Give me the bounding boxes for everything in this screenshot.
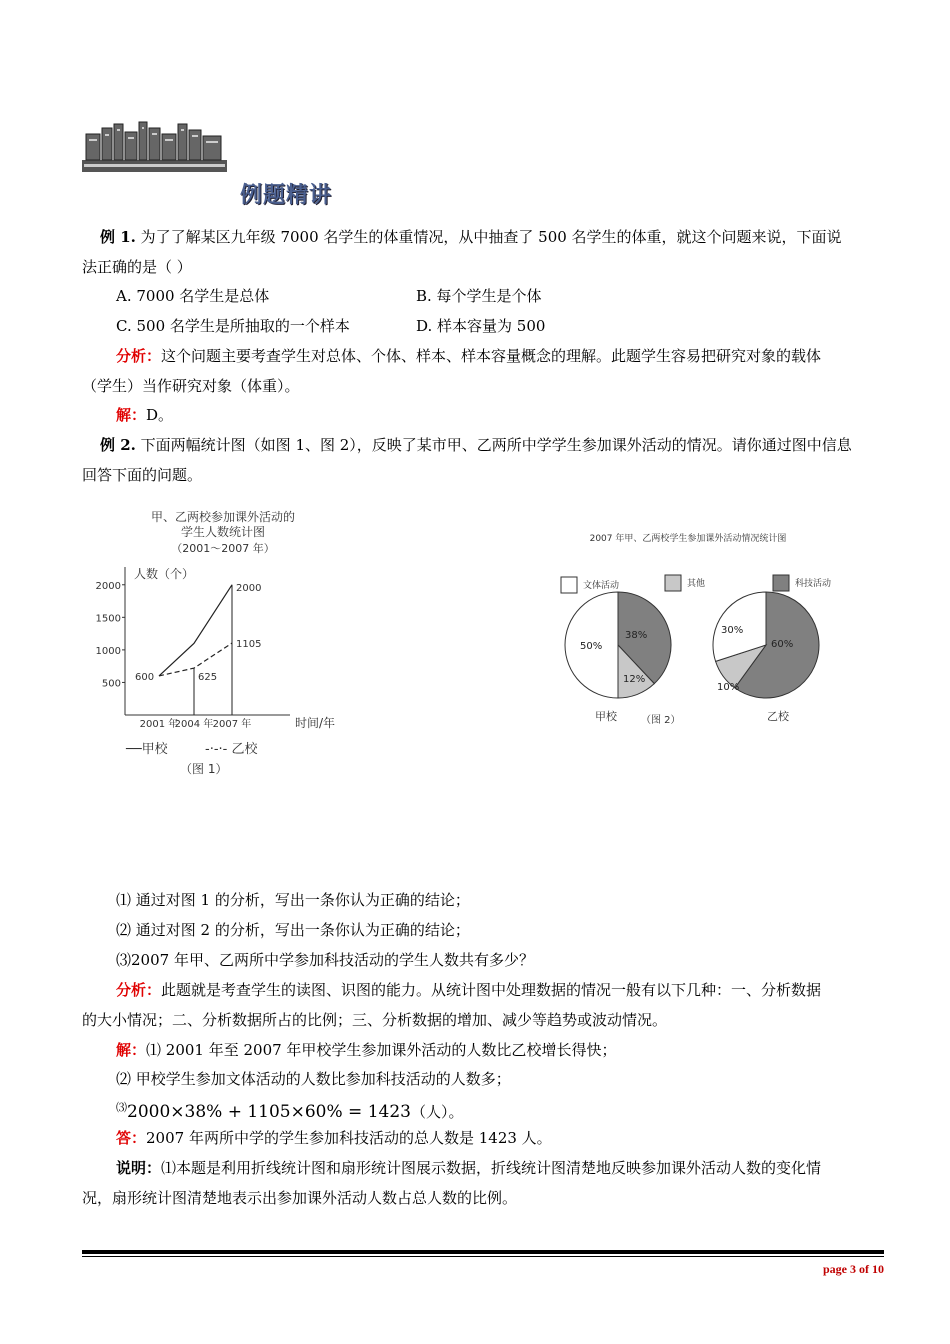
note-line2: 况，扇形统计图清楚地表示出参加课外活动人数占总人数的比例。 (82, 1189, 518, 1207)
legend-label-0: 文体活动 (583, 581, 620, 591)
solution-3 (116, 1097, 463, 1123)
pie-label-60%: 60% (771, 639, 794, 650)
y-tick-label-3: 2000 (95, 580, 121, 592)
analysis-label: 分析： (116, 347, 162, 365)
y-axis-label: 人数（个） (134, 567, 195, 581)
example1-question (100, 226, 842, 248)
line-chart-caption: （图 1） (180, 762, 228, 776)
footer-rule-thin (82, 1256, 884, 1257)
example2-analysis-line2: 的大小情况；二、分析数据所占的比例；三、分析数据的增加、减少等趋势或波动情况。 (82, 1011, 668, 1029)
data-label-2000: 2000 (236, 582, 262, 594)
pie-chart-caption: （图 2） (641, 715, 681, 726)
solution-3-prefix: ⑶ (116, 1101, 127, 1114)
section-title: 例题精讲 (240, 183, 333, 208)
pie-chart-title: 2007 年甲、乙两校学生参加课外活动情况统计图 (589, 534, 787, 544)
question-1: ⑴ 通过对图 1 的分析，写出一条你认为正确的结论； (116, 891, 470, 909)
example1-analysis-line2: （学生）当作研究对象（体重）。 (82, 377, 300, 395)
example2-label: 例 2. (100, 436, 136, 454)
books-logo (82, 120, 227, 175)
option-b: B. 每个学生是个体 (416, 287, 542, 305)
example1-answer-text: D。 (146, 406, 174, 424)
solution-3-formula: 2000×38% + 1105×60% = 1423 (127, 1102, 411, 1122)
result-label: 答： (116, 1129, 147, 1147)
line-chart (90, 505, 380, 780)
solution-2: ⑵ 甲校学生参加文体活动的人数比参加科技活动的人数多； (116, 1070, 511, 1088)
example1-analysis (116, 345, 821, 367)
example1-answer (116, 404, 173, 426)
option-a: A. 7000 名学生是总体 (116, 287, 270, 305)
line-chart-subtitle: 学生人数统计图 (180, 525, 266, 539)
example1-question-line2: 法正确的是（ ） (82, 258, 192, 276)
example2-question-line2: 回答下面的问题。 (82, 466, 203, 484)
note (116, 1157, 821, 1179)
example1-analysis-line1: 这个问题主要考查学生对总体、个体、样本、样本容量概念的理解。此题学生容易把研究对象的载体 (161, 347, 822, 365)
series-line-yi (159, 643, 232, 676)
answer-label: 解： (116, 406, 147, 424)
legend-swatch-0 (561, 577, 577, 593)
example2-analysis (116, 979, 821, 1001)
legend-swatch-2 (773, 575, 789, 591)
option-d: D. 样本容量为 500 (416, 317, 546, 335)
y-tick-label-0: 500 (101, 678, 121, 690)
solution-3-suffix: （人）。 (410, 1103, 464, 1121)
question-2: ⑵ 通过对图 2 的分析，写出一条你认为正确的结论； (116, 921, 470, 939)
pie-label-12%: 12% (623, 674, 646, 685)
x-tick-label-2: 2007 年 (212, 719, 252, 730)
legend-label-2: 科技活动 (795, 579, 832, 589)
solution-1-text: ⑴ 2001 年至 2007 年甲校学生参加课外活动的人数比乙校增长得快； (146, 1041, 617, 1059)
line-chart-title: 甲、乙两校参加课外活动的 (150, 510, 296, 524)
data-label-1105: 1105 (236, 639, 262, 651)
page-number: page 3 of 10 (823, 1262, 884, 1276)
line-chart-legend-jia: ──甲校 (126, 742, 168, 757)
example1-label: 例 1. (100, 228, 136, 246)
pie-label-30%: 30% (721, 625, 744, 636)
example2-analysis-label: 分析： (116, 981, 162, 999)
y-tick-label-1: 1000 (95, 645, 121, 657)
example1-question-line1: 为了了解某区九年级 7000 名学生的体重情况，从中抽查了 500 名学生的体重，就这个问题来说，下面说 (140, 228, 842, 246)
pie-name-1: 乙校 (767, 710, 789, 723)
result-text: 2007 年两所中学的学生参加科技活动的总人数是 1423 人。 (146, 1129, 552, 1147)
pie-name-0: 甲校 (595, 710, 617, 723)
x-axis-label: 时间/年 (295, 716, 336, 730)
legend-label-1: 其他 (687, 579, 706, 589)
pie-label-10%: 10% (717, 682, 740, 693)
solution-label: 解： (116, 1041, 147, 1059)
y-tick-label-2: 1500 (95, 613, 121, 625)
pie-label-38%: 38% (625, 630, 648, 641)
answer-result (116, 1127, 552, 1149)
question-3: ⑶2007 年甲、乙两所中学参加科技活动的学生人数共有多少？ (116, 951, 534, 969)
line-chart-legend-yi: -·-·- 乙校 (205, 742, 258, 757)
example2-question-line1: 下面两幅统计图（如图 1、图 2），反映了某市甲、乙两所中学学生参加课外活动的情况。请你通过图中信息 (140, 436, 852, 454)
line-chart-subtitle2: （2001～2007 年） (171, 542, 275, 555)
pie-label-50%: 50% (580, 641, 603, 652)
data-label-625: 625 (198, 671, 218, 683)
note-line1: ⑴本题是利用折线统计图和扇形统计图展示数据，折线统计图清楚地反映参加课外活动人数的变化情 (161, 1159, 822, 1177)
example2-analysis-line1: 此题就是考查学生的读图、识图的能力。从统计图中处理数据的情况一般有以下几种：一、分析数据 (161, 981, 822, 999)
series-line-jia (159, 585, 232, 676)
example2-question (100, 434, 852, 456)
x-tick-label-0: 2001 年 (139, 719, 179, 730)
data-label-600: 600 (135, 671, 155, 683)
pie-chart (545, 525, 875, 730)
option-c: C. 500 名学生是所抽取的一个样本 (116, 317, 350, 335)
footer-rule-thick (82, 1250, 884, 1254)
x-tick-label-1: 2004 年 (174, 719, 214, 730)
solution-1 (116, 1039, 616, 1061)
note-label: 说明： (116, 1159, 162, 1177)
legend-swatch-1 (665, 575, 681, 591)
